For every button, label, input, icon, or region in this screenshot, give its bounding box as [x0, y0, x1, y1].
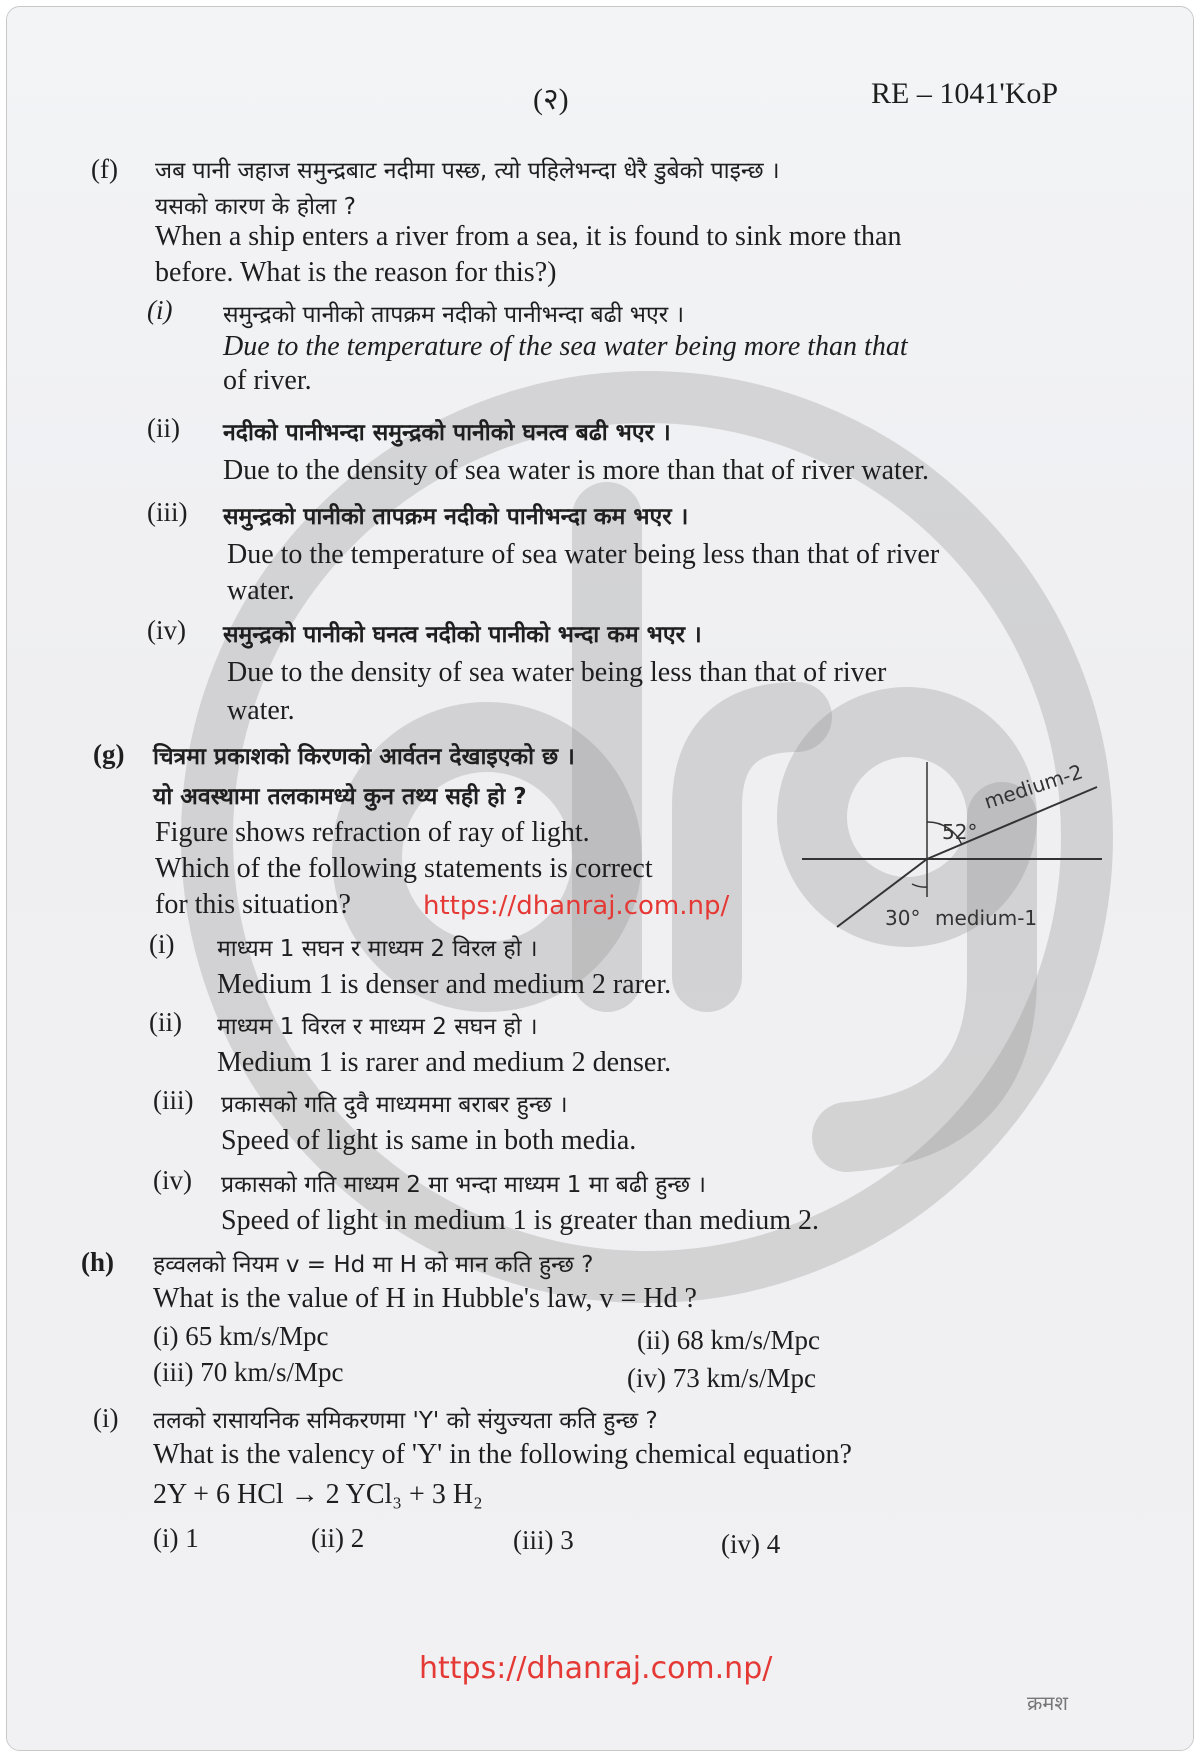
- question-h-np: हव्वलको नियम v = Hd मा H को मान कति हुन्छ ?: [153, 1252, 594, 1278]
- continued-label: क्रमश: [1027, 1691, 1068, 1715]
- question-g-en-3: for this situation?: [155, 889, 351, 920]
- exam-paper: [7, 7, 1193, 1750]
- question-g-en-1: Figure shows refraction of ray of light.: [155, 817, 590, 848]
- question-f-en-1: When a ship enters a river from a sea, it is found to sink more than: [155, 221, 902, 252]
- footer-url-link[interactable]: https://dhanraj.com.np/: [419, 1651, 773, 1686]
- question-f-np-1: जब पानी जहाज समुन्द्रबाट नदीमा पस्छ, त्यो पहिलेभन्दा धेरै डुबेको पाइन्छ ।: [155, 158, 780, 184]
- option-text: (i) 1: [153, 1523, 199, 1553]
- option-text: (iii) 70 km/s/Mpc: [153, 1357, 344, 1387]
- question-h-label: (h): [81, 1247, 114, 1277]
- option-label: (iv): [153, 1165, 192, 1195]
- question-g-np-2: यो अवस्थामा तलकामध्ये कुन तथ्य सही हो ?: [153, 784, 527, 810]
- option-label: (iii): [153, 1085, 194, 1115]
- page-number: (२): [533, 83, 569, 116]
- option-en: Due to the temperature of the sea water being more than that: [223, 331, 908, 362]
- option-label: (i): [147, 295, 173, 325]
- option-text: (iii) 3: [513, 1525, 574, 1555]
- option-label: (ii): [147, 413, 180, 443]
- question-f-label: (f): [91, 154, 118, 184]
- angle-bottom-label: 30°: [885, 906, 921, 930]
- medium-bottom-label: medium-1: [935, 906, 1038, 930]
- option-np: समुन्द्रको पानीको घनत्व नदीको पानीको भन्दा कम भएर ।: [223, 622, 702, 648]
- angle-arc-bottom: [912, 884, 927, 887]
- option-text: (iv) 4: [721, 1529, 781, 1559]
- option-np: नदीको पानीभन्दा समुन्द्रको पानीको घनत्व बढी भएर ।: [223, 420, 671, 446]
- option-en-cont: of river.: [223, 365, 312, 396]
- option-en: Due to the temperature of sea water being less than that of river: [227, 539, 940, 570]
- watermark-url-mid: https://dhanraj.com.np/: [423, 891, 730, 921]
- option-en: Medium 1 is denser and medium 2 rarer.: [217, 969, 672, 1000]
- question-g-np-1: चित्रमा प्रकाशको किरणको आर्वतन देखाइएको छ ।: [153, 744, 575, 770]
- option-en-cont: water.: [227, 575, 295, 606]
- question-i-en: What is the valency of 'Y' in the following chemical equation?: [153, 1439, 852, 1470]
- question-f-en-2: before. What is the reason for this?): [155, 257, 557, 288]
- option-text: (iv) 73 km/s/Mpc: [627, 1363, 816, 1393]
- option-np: समुन्द्रको पानीको तापक्रम नदीको पानीभन्दा कम भएर ।: [223, 504, 689, 530]
- question-g-en-2: Which of the following statements is correct: [155, 853, 653, 884]
- question-i-label: (i): [93, 1403, 119, 1433]
- option-label: (iv): [147, 615, 186, 645]
- refraction-figure: [797, 747, 1117, 947]
- option-label: (iii): [147, 497, 188, 527]
- option-text: (i) 65 km/s/Mpc: [153, 1321, 329, 1351]
- option-en: Speed of light in medium 1 is greater than medium 2.: [221, 1205, 819, 1236]
- question-g-label: (g): [93, 739, 125, 769]
- option-text: (ii) 2: [311, 1523, 365, 1553]
- paper-code: RE – 1041'KoP: [871, 77, 1059, 110]
- option-np: प्रकासको गति माध्यम 2 मा भन्दा माध्यम 1 मा बढी हुन्छ ।: [221, 1172, 707, 1198]
- option-en: Medium 1 is rarer and medium 2 denser.: [217, 1047, 672, 1078]
- question-i-np: तलको रासायनिक समिकरणमा 'Y' को संयुज्यता कति हुन्छ ?: [153, 1408, 658, 1434]
- option-np: प्रकासको गति दुवै माध्यममा बराबर हुन्छ ।: [221, 1092, 568, 1118]
- angle-top-label: 52°: [942, 820, 978, 844]
- question-h-en: What is the value of H in Hubble's law, v = Hd ?: [153, 1283, 697, 1314]
- question-f-np-2: यसको कारण के होला ?: [155, 194, 357, 220]
- option-en: Speed of light is same in both media.: [221, 1125, 637, 1156]
- option-en: Due to the density of sea water is more than that of river water.: [223, 455, 929, 486]
- option-label: (ii): [149, 1007, 182, 1037]
- chemical-equation: 2Y + 6 HCl → 2 YCl₃ + 3 H₂: [153, 1479, 483, 1510]
- option-en: Due to the density of sea water being less than that of river: [227, 657, 887, 688]
- option-en-cont: water.: [227, 695, 295, 726]
- medium-top-label: medium-2: [981, 759, 1086, 814]
- option-np: माध्यम 1 सघन र माध्यम 2 विरल हो ।: [217, 936, 538, 962]
- option-label: (i): [149, 929, 175, 959]
- document-frame: [6, 6, 1194, 1751]
- option-np: समुन्द्रको पानीको तापक्रम नदीको पानीभन्दा बढी भएर ।: [223, 302, 685, 328]
- option-np: माध्यम 1 विरल र माध्यम 2 सघन हो ।: [217, 1014, 538, 1040]
- option-text: (ii) 68 km/s/Mpc: [637, 1325, 820, 1355]
